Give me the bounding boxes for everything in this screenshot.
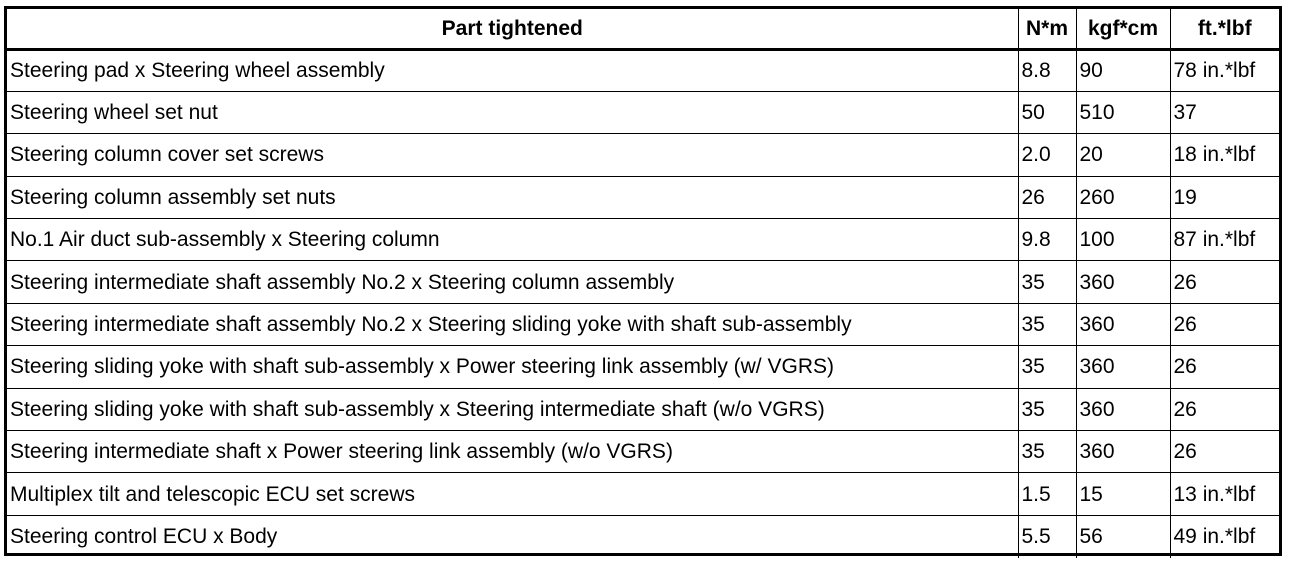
table-row <box>7 388 1279 430</box>
table-row <box>7 261 1279 303</box>
cell-ft-lbf: 13 in.*lbf <box>1170 473 1279 515</box>
cell-kgf-cm: 100 <box>1076 219 1170 261</box>
cell-part: Steering sliding yoke with shaft sub-assembly x Power steering link assembly (w/ VGRS) <box>7 346 1018 388</box>
table-row <box>7 134 1279 176</box>
cell-ft-lbf: 49 in.*lbf <box>1170 515 1279 557</box>
cell-kgf-cm: 360 <box>1076 261 1170 303</box>
cell-nm: 2.0 <box>1018 134 1076 176</box>
table-row <box>7 219 1279 261</box>
cell-nm: 9.8 <box>1018 219 1076 261</box>
cell-part: Steering sliding yoke with shaft sub-assembly x Steering intermediate shaft (w/o VGRS) <box>7 388 1018 430</box>
cell-part: Steering intermediate shaft x Power steering link assembly (w/o VGRS) <box>7 431 1018 473</box>
cell-ft-lbf: 18 in.*lbf <box>1170 134 1279 176</box>
table-row <box>7 515 1279 557</box>
cell-kgf-cm: 20 <box>1076 134 1170 176</box>
header-ft-lbf: ft.*lbf <box>1170 9 1279 49</box>
cell-kgf-cm: 90 <box>1076 49 1170 91</box>
cell-part: Steering pad x Steering wheel assembly <box>7 49 1018 91</box>
cell-kgf-cm: 360 <box>1076 346 1170 388</box>
cell-nm: 35 <box>1018 303 1076 345</box>
table-row <box>7 303 1279 345</box>
cell-part: Multiplex tilt and telescopic ECU set screws <box>7 473 1018 515</box>
table-row <box>7 431 1279 473</box>
torque-specification-table <box>7 9 1279 558</box>
cell-kgf-cm: 260 <box>1076 176 1170 218</box>
table-row <box>7 49 1279 91</box>
table-row <box>7 346 1279 388</box>
cell-kgf-cm: 360 <box>1076 388 1170 430</box>
header-kgf-cm: kgf*cm <box>1076 9 1170 49</box>
cell-kgf-cm: 360 <box>1076 431 1170 473</box>
cell-ft-lbf: 87 in.*lbf <box>1170 219 1279 261</box>
cell-part: Steering column assembly set nuts <box>7 176 1018 218</box>
cell-nm: 50 <box>1018 91 1076 133</box>
cell-ft-lbf: 26 <box>1170 431 1279 473</box>
table-header-row <box>7 9 1279 49</box>
cell-nm: 26 <box>1018 176 1076 218</box>
cell-part: Steering wheel set nut <box>7 91 1018 133</box>
cell-nm: 8.8 <box>1018 49 1076 91</box>
cell-nm: 35 <box>1018 431 1076 473</box>
cell-part: Steering column cover set screws <box>7 134 1018 176</box>
table-row <box>7 473 1279 515</box>
cell-part: Steering intermediate shaft assembly No.2 x Steering sliding yoke with shaft sub-assembly <box>7 303 1018 345</box>
cell-nm: 35 <box>1018 346 1076 388</box>
cell-kgf-cm: 510 <box>1076 91 1170 133</box>
cell-ft-lbf: 26 <box>1170 303 1279 345</box>
header-nm: N*m <box>1018 9 1076 49</box>
cell-kgf-cm: 56 <box>1076 515 1170 557</box>
cell-ft-lbf: 26 <box>1170 261 1279 303</box>
cell-ft-lbf: 26 <box>1170 388 1279 430</box>
table-row <box>7 91 1279 133</box>
cell-nm: 5.5 <box>1018 515 1076 557</box>
cell-kgf-cm: 360 <box>1076 303 1170 345</box>
cell-ft-lbf: 37 <box>1170 91 1279 133</box>
cell-kgf-cm: 15 <box>1076 473 1170 515</box>
cell-ft-lbf: 78 in.*lbf <box>1170 49 1279 91</box>
cell-ft-lbf: 26 <box>1170 346 1279 388</box>
header-part-tightened: Part tightened <box>7 9 1018 49</box>
cell-nm: 1.5 <box>1018 473 1076 515</box>
cell-part: Steering intermediate shaft assembly No.2 x Steering column assembly <box>7 261 1018 303</box>
cell-nm: 35 <box>1018 261 1076 303</box>
cell-ft-lbf: 19 <box>1170 176 1279 218</box>
torque-table-frame <box>4 6 1282 556</box>
cell-nm: 35 <box>1018 388 1076 430</box>
cell-part: Steering control ECU x Body <box>7 515 1018 557</box>
cell-part: No.1 Air duct sub-assembly x Steering column <box>7 219 1018 261</box>
table-row <box>7 176 1279 218</box>
